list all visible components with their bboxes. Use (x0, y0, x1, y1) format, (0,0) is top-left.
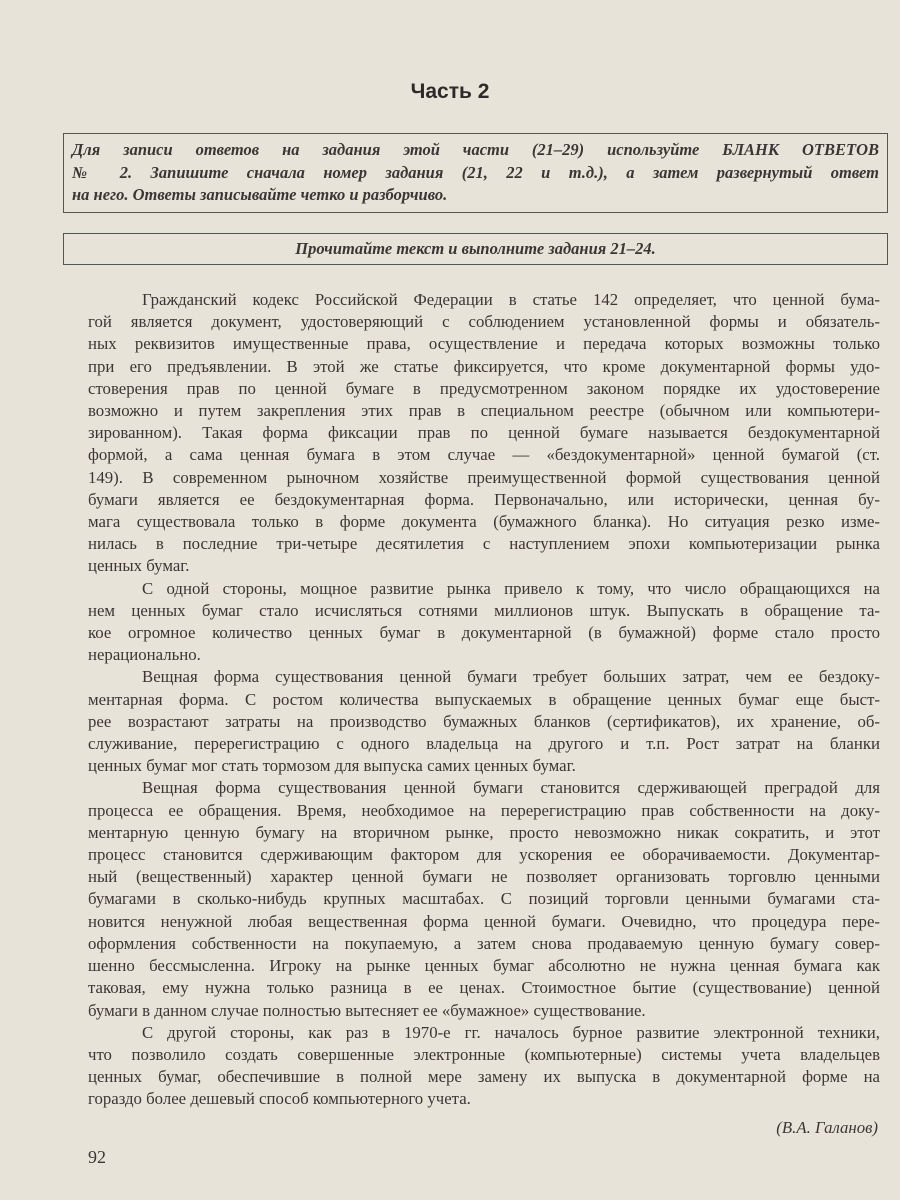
text-line: бумагами в сколько-нибудь крупных масштабах. С позиций торговли ценными бумагами ста- (88, 889, 880, 909)
section-title: Часть 2 (410, 80, 490, 103)
instructions-line: Для записи ответов на задания этой части (21–29) используйте БЛАНК ОТВЕТОВ (72, 140, 879, 159)
paragraph (88, 777, 880, 1021)
text-line: бумаги в данном случае полностью вытесняет ее «бумажное» существование. (88, 1000, 646, 1020)
paragraph (88, 289, 880, 578)
text-line: таковая, ему нужна только разница в ее ценах. Стоимостное бытие (существование) ценной (88, 978, 880, 998)
text-line: мага существовала только в форме документа (бумажного бланка). Но ситуация резко изме- (88, 512, 880, 532)
task-prompt-box (63, 233, 888, 265)
text-line: ных реквизитов имущественные права, осуществление и передача которых возможны только (88, 334, 880, 354)
paragraph (88, 578, 880, 667)
text-line: ментарную ценную бумагу на вторичном рынке, просто невозможно никак сократить, и этот (88, 822, 880, 842)
text-line: Вещная форма существования ценной бумаги требует больших затрат, чем ее бездоку- (142, 667, 880, 687)
paragraph (88, 1022, 880, 1111)
instructions-line: № 2. Запишите сначала номер задания (21, 22 и т.д.), а затем развернутый ответ (72, 162, 879, 182)
text-line: нилась в последние три-четыре десятилетия с наступлением эпохи компьютеризации рынка (88, 534, 880, 554)
source-attribution: (В.А. Галанов) (776, 1118, 878, 1137)
text-line: что позволило создать совершенные электронные (компьютерные) системы учета владельцев (88, 1044, 880, 1064)
text-line: ценных бумаг, обеспечившие в полной мере замену их выпуска в документарной форме на (88, 1067, 880, 1087)
text-line: при его предъявлении. В этой же статье фиксируется, что кроме документарной формы удо- (88, 356, 880, 376)
text-line: нерационально. (88, 645, 201, 665)
text-line: шенно бессмысленна. Игроку на рынке ценных бумаг абсолютно не нужна ценная бумага как (88, 956, 880, 976)
article-text (88, 289, 880, 1111)
text-line: нем ценных бумаг стало исчисляться сотнями миллионов штук. Выпускать в обращение та- (88, 600, 880, 620)
text-line: ценных бумаг мог стать тормозом для выпуска самих ценных бумаг. (88, 756, 576, 776)
page-number: 92 (88, 1147, 106, 1167)
text-line: возможно и путем закрепления этих прав в специальном реестре (обычном или компьютери- (88, 401, 880, 421)
text-line: формой, а сама ценная бумага в этом случае — «бездокументарной» ценной бумагой (ст. (88, 445, 880, 465)
text-line: новится ненужной любая вещественная форма ценной бумаги. Очевидно, что процедура пере- (88, 911, 880, 931)
text-line: ный (вещественный) характер ценной бумаги не позволяет организовать торговлю ценными (88, 867, 880, 887)
text-line: С другой стороны, как раз в 1970-е гг. началось бурное развитие электронной техники, (142, 1022, 880, 1042)
text-line: Вещная форма существования ценной бумаги становится сдерживающей преградой для (142, 778, 880, 798)
text-line: Гражданский кодекс Российской Федерации в статье 142 определяет, что ценной бума- (142, 290, 880, 309)
task-prompt: Прочитайте текст и выполните задания 21–24. (295, 239, 656, 258)
text-line: зированном). Такая форма фиксации прав по ценной бумаге называется бездокументарной (88, 423, 880, 443)
paragraph (88, 666, 880, 777)
text-line: гой является документ, удостоверяющий с соблюдением установленной формы и обязатель- (88, 312, 880, 332)
text-line: стоверения прав по ценной бумаге в предусмотренном законом порядке их удостоверение (88, 378, 880, 398)
text-line: служивание, перерегистрацию с одного владельца на другого и т.п. Рост затрат на бланки (88, 734, 880, 754)
text-line: ценных бумаг. (88, 556, 190, 576)
text-line: бумаги является ее бездокументарная форма. Первоначально, или исторически, ценная бу- (88, 489, 880, 509)
text-line: С одной стороны, мощное развитие рынка привело к тому, что число обращающихся на (142, 578, 880, 598)
text-line: оформления собственности на покупаемую, а затем снова продаваемую ценную бумагу совер- (88, 933, 880, 953)
instructions-line: на него. Ответы записывайте четко и разборчиво. (72, 185, 448, 204)
text-line: процесс становится сдерживающим фактором для ускорения ее оборачиваемости. Документар- (88, 845, 880, 865)
text-line: кое огромное количество ценных бумаг в документарной (в бумажной) форме стало просто (88, 623, 880, 643)
text-line: процесса ее обращения. Время, необходимое на перерегистрацию прав собственности на доку- (88, 800, 880, 820)
instructions-box (63, 133, 888, 213)
text-line: 149). В современном рыночном хозяйстве преимущественной формой существования ценной (88, 467, 880, 487)
text-line: гораздо более дешевый способ компьютерного учета. (88, 1089, 471, 1109)
text-line: ментарная форма. С ростом количества выпускаемых в обращение ценных бумаг еще быст- (88, 689, 880, 709)
text-line: рее возрастают затраты на производство бумажных бланков (сертификатов), их хранение, об- (88, 711, 880, 731)
